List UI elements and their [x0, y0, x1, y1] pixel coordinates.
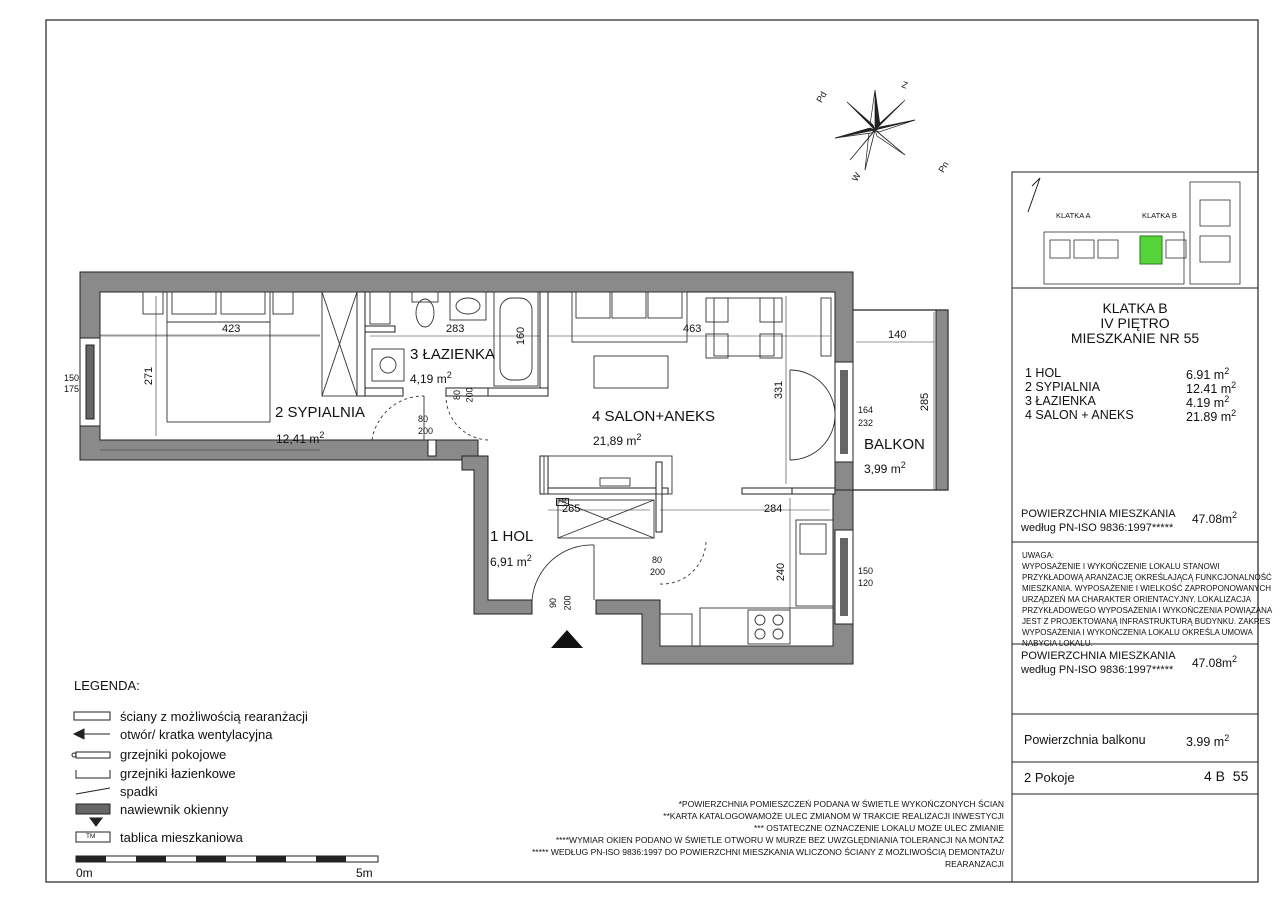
pow-norm: według PN-ISO 9836:1997***** — [1021, 522, 1174, 534]
compass-label: Pn — [936, 159, 951, 175]
dimension-label: 160 — [515, 326, 528, 346]
dimension-label: 423 — [222, 323, 241, 335]
external-walls-right — [596, 490, 853, 664]
uwaga-line: MIESZKANIA. WYPOSAŻENIE I WIELKOŚĆ ZAPROPONOWANYCH — [1022, 584, 1272, 593]
pow2-value: $47.08m^2$ — [1192, 654, 1238, 670]
door-swings — [372, 370, 835, 600]
room-area-salon: 21,89 $m^2$ — [593, 432, 642, 448]
dimension-label: 265 — [562, 503, 581, 515]
door-dimension: 90 — [548, 597, 559, 609]
panel-room-area: 12.41 $m^2$ — [1186, 380, 1237, 397]
uwaga-line: JEST Z PROJEKTOWANĄ INFRASTRUKTURĄ BUDYNKU. ZAKRES — [1022, 617, 1271, 626]
panel-room-name: 3 ŁAZIENKA — [1025, 394, 1096, 408]
apartment-code: 4 B 55 — [1204, 768, 1249, 784]
window-dimension: 150 — [64, 373, 80, 383]
key-plan — [1044, 182, 1240, 284]
compass-rose — [835, 90, 915, 170]
legend-title: LEGENDA: — [74, 678, 140, 693]
kitchen-fixtures — [660, 520, 833, 646]
balkon-area-value: 3.99 $m^2$ — [1186, 733, 1230, 750]
compass-label: Pd — [814, 89, 829, 105]
footnote-line: ***** WEDŁUG PN-ISO 9836:1997 DO POWIERZCHNI MIESZKANIA WLICZONO ŚCIANY Z MOŻLIWOŚCIĄ DEMONTAŻU/ — [532, 847, 1004, 857]
compass-label: W — [849, 170, 863, 184]
bathroom-fixtures — [370, 292, 538, 386]
panel-room-area: 4.19 $m^2$ — [1186, 394, 1230, 411]
room-count: 2 Pokoje — [1024, 770, 1075, 785]
uwaga-line: NABYCIA LOKALU. — [1022, 639, 1093, 648]
uwaga-line: PRZYKŁADOWĄ ARANŻACJĘ OKREŚLAJĄCĄ FUNKCJONALNOŚĆ — [1022, 573, 1272, 582]
uwaga-line: PRZYKŁADOWEGO WYPOSAŻENIA I WYKOŃCZENIA POWIĄZANA — [1022, 606, 1273, 615]
scale-bar — [76, 856, 378, 862]
room-area-sypialnia: 12,41 $m^2$ — [276, 430, 325, 446]
key-plan-label-b: KLATKA B — [1142, 211, 1177, 220]
key-plan-highlight — [1140, 236, 1162, 264]
pow2-norm: według PN-ISO 9836:1997***** — [1021, 664, 1174, 676]
room-name-balkon: BALKON — [864, 436, 925, 453]
room-name-sypialnia: 2 SYPIALNIA — [275, 404, 366, 421]
legend-item: nawiewnik okienny — [120, 802, 229, 817]
legend-item: tablica mieszkaniowa — [120, 830, 243, 845]
legend-item: grzejniki łazienkowe — [120, 766, 236, 781]
panel-title-line1: KLATKA B — [1102, 300, 1168, 316]
key-plan-label-a: KLATKA A — [1056, 211, 1091, 220]
uwaga-line: WYPOSAŻENIE I WYKOŃCZENIE LOKALU STANOWI — [1022, 562, 1220, 571]
room-name-salon: 4 SALON+ANEKS — [592, 408, 715, 425]
door-dimension: 80 — [652, 555, 663, 565]
room-name-lazienka: 3 ŁAZIENKA — [410, 346, 496, 363]
dimension-label: 240 — [775, 562, 788, 582]
balkon-area-label: Powierzchnia balkonu — [1024, 733, 1146, 747]
panel-room-name: 2 SYPIALNIA — [1025, 380, 1101, 394]
dimension-label: 331 — [773, 380, 786, 400]
panel-room-name: 1 HOL — [1025, 366, 1062, 380]
compass-label: Z — [900, 79, 910, 91]
legend-item: otwór/ kratka wentylacyjna — [120, 727, 273, 742]
panel-room-area: 21.89 $m^2$ — [1186, 408, 1237, 425]
panel-title-line2: IV PIĘTRO — [1100, 315, 1170, 331]
pow-value: $47.08m^2$ — [1192, 510, 1238, 526]
legend-symbols — [72, 712, 110, 842]
scale-end: 5m — [356, 866, 373, 880]
door-dimension: 200 — [418, 426, 434, 436]
dimension-label: 284 — [764, 503, 783, 515]
legend-item: grzejniki pokojowe — [120, 747, 227, 762]
panel-room-area: 6.91 $m^2$ — [1186, 366, 1230, 383]
room-area-hol: 6,91 $m^2$ — [490, 553, 532, 569]
dimension-lines — [100, 296, 934, 640]
footnote-line: *POWIERZCHNIA POMIESZCZEŃ PODANA W ŚWIETLE WYKOŃCZONYCH ŚCIAN — [678, 799, 1004, 809]
uwaga-notes: UWAGA: WYPOSAŻENIE I WYKOŃCZENIE LOKALU STANOWI PRZYKŁADOWĄ ARANŻACJĘ OKREŚLAJĄCĄ FUNKCJONALNOŚĆ MIESZKANIA. WYPOSAŻENIE I WIELKOŚĆ ZAPROPONOWANYCH URZĄDZEŃ MA CHARAKTER ORIENTACYJNY. LOKALIZACJA PRZYKŁADOWEGO WYPOSAŻENIA I WYKOŃCZENIA POWIĄZANA JEST Z PROJEKTOWANĄ INFRASTRUKTURĄ BUDYNKU. ZAKRES WYPOSAŻENIA I WYKOŃCZENIA LOKALU OKREŚLA UMOWA NABYCIA LOKALU. — [1022, 551, 1273, 648]
window-dimension: 164 — [858, 405, 874, 415]
footnote-line: **KARTA KATALOGOWAMOŻE ULEC ZMIANOM W TRAKCIE REALIZACJI INWESTYCJI — [663, 811, 1004, 821]
footnote-line: *** OSTATECZNE OZNACZENIE LOKALU MOŻE ULEC ZMIANIE — [754, 823, 1004, 833]
dimension-label: 285 — [919, 392, 932, 412]
room-area-balkon: 3,99 $m^2$ — [864, 460, 906, 476]
wardrobe — [322, 292, 357, 396]
entrance-triangle — [551, 630, 583, 648]
window-dimension: 150 — [858, 566, 874, 576]
door-dimension: 200 — [464, 387, 475, 403]
uwaga-line: URZĄDZEŃ MA CHARAKTER ORIENTACYJNY. LOKALIZACJA — [1022, 595, 1252, 604]
legend-item: spadki — [120, 784, 158, 799]
room-name-hol: 1 HOL — [490, 528, 534, 545]
panel-title-line3: MIESZKANIE NR 55 — [1070, 330, 1200, 346]
pow-label: POWIERZCHNIA MIESZKANIA — [1021, 508, 1176, 520]
legend-item: ściany z możliwością rearanżacji — [120, 709, 308, 724]
door-dimension: 200 — [562, 595, 573, 611]
footnotes — [470, 798, 1004, 870]
window-dimension: 120 — [858, 578, 874, 588]
door-dimension: 80 — [452, 389, 463, 401]
room-area-lazienka: 4,19 $m^2$ — [410, 370, 452, 386]
dimension-label: 140 — [888, 329, 907, 341]
window-dimension: 232 — [858, 418, 874, 428]
pow2-label: POWIERZCHNIA MIESZKANIA — [1021, 650, 1176, 662]
dimension-label: 271 — [143, 366, 156, 386]
door-dimension: 200 — [650, 567, 666, 577]
door-dimension: 80 — [418, 414, 429, 424]
dimension-label: 283 — [446, 323, 465, 335]
uwaga-line: WYPOSAŻENIA I WYKOŃCZENIA LOKALU OKREŚLA UMOWA — [1022, 628, 1253, 637]
panel-room-name: 4 SALON + ANEKS — [1025, 408, 1134, 422]
bed — [143, 292, 293, 422]
window-dimension: 175 — [64, 384, 80, 394]
footnote-line: ****WYMIAR OKIEN PODANO W ŚWIETLE OTWORU W MURZE BEZ UWZGLĘDNIANIA TOLERANCJI NA MONTAŻ — [555, 835, 1004, 845]
footnote-line: REARANŻACJI — [944, 859, 1004, 869]
tm-marker: TM — [558, 499, 567, 505]
legend-tm: TM — [86, 833, 96, 840]
dimension-label: 463 — [683, 323, 702, 335]
scale-start: 0m — [76, 866, 93, 880]
